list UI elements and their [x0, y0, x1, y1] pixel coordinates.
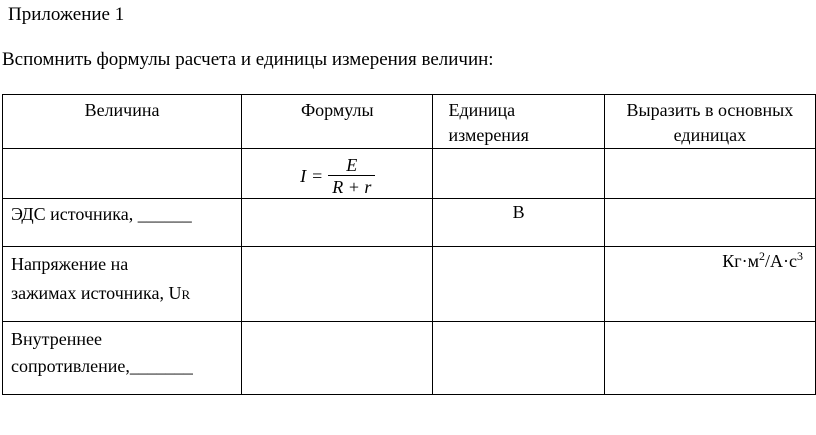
base-part2: /А·с	[765, 251, 797, 271]
intro-text: Вспомнить формулы расчета и единицы измерения величин:	[2, 49, 494, 70]
row1-formula-cell	[242, 149, 433, 199]
header-base-line1: Выразить в основных	[626, 100, 794, 120]
row2-quantity-label: ЭДС источника, ______	[11, 204, 192, 224]
formula-fraction	[328, 155, 375, 198]
table-row	[3, 322, 816, 395]
row3-quantity-subscript: R	[181, 287, 191, 302]
header-formulas-label: Формулы	[300, 100, 374, 120]
row2-unit-cell	[433, 199, 604, 247]
formula-lhs: I	[300, 166, 307, 186]
row3-base-cell	[604, 247, 815, 322]
row1-unit-cell	[433, 149, 604, 199]
table-row	[3, 199, 816, 247]
row2-formula-cell	[242, 199, 433, 247]
table-row	[3, 247, 816, 322]
row2-unit-value: В	[512, 202, 525, 222]
formula-denominator: R + r	[332, 177, 372, 197]
base-exp1: 2	[759, 249, 766, 263]
formula-numerator: E	[346, 155, 358, 175]
row1-quantity-cell	[3, 149, 242, 199]
header-unit-line1: Единица	[448, 100, 516, 120]
row3-unit-cell	[433, 247, 604, 322]
row4-base-cell	[604, 322, 815, 395]
row1-base-cell	[604, 149, 815, 199]
row2-base-cell	[604, 199, 815, 247]
base-part1: Кг·м	[722, 251, 760, 271]
quantities-table	[2, 94, 816, 395]
row3-quantity-text: зажимах источника, U	[11, 283, 182, 303]
table-header-row	[3, 95, 816, 149]
base-exp2: 3	[797, 249, 803, 263]
row4-quantity-line2: сопротивление,_______	[11, 356, 193, 376]
formula-equals: =	[312, 166, 323, 186]
row2-quantity-cell	[3, 199, 242, 247]
header-formulas	[242, 95, 433, 149]
row4-unit-cell	[433, 322, 604, 395]
header-unit	[433, 95, 604, 149]
current-formula	[300, 155, 375, 198]
header-quantity-label: Величина	[84, 100, 160, 120]
row3-quantity-line2	[11, 281, 241, 307]
row3-quantity-cell	[3, 247, 242, 322]
header-unit-line2: измерения	[448, 125, 529, 145]
row3-formula-cell	[242, 247, 433, 322]
header-quantity	[3, 95, 242, 149]
row4-quantity-cell	[3, 322, 242, 395]
appendix-title: Приложение 1	[8, 4, 125, 25]
row4-quantity-line1: Внутреннее	[11, 329, 102, 349]
header-base-units	[604, 95, 815, 149]
row4-formula-cell	[242, 322, 433, 395]
row3-quantity-line1: Напряжение на	[11, 254, 129, 274]
row3-base-value	[722, 251, 803, 271]
table-row	[3, 149, 816, 199]
header-base-line2: единицах	[673, 125, 747, 145]
